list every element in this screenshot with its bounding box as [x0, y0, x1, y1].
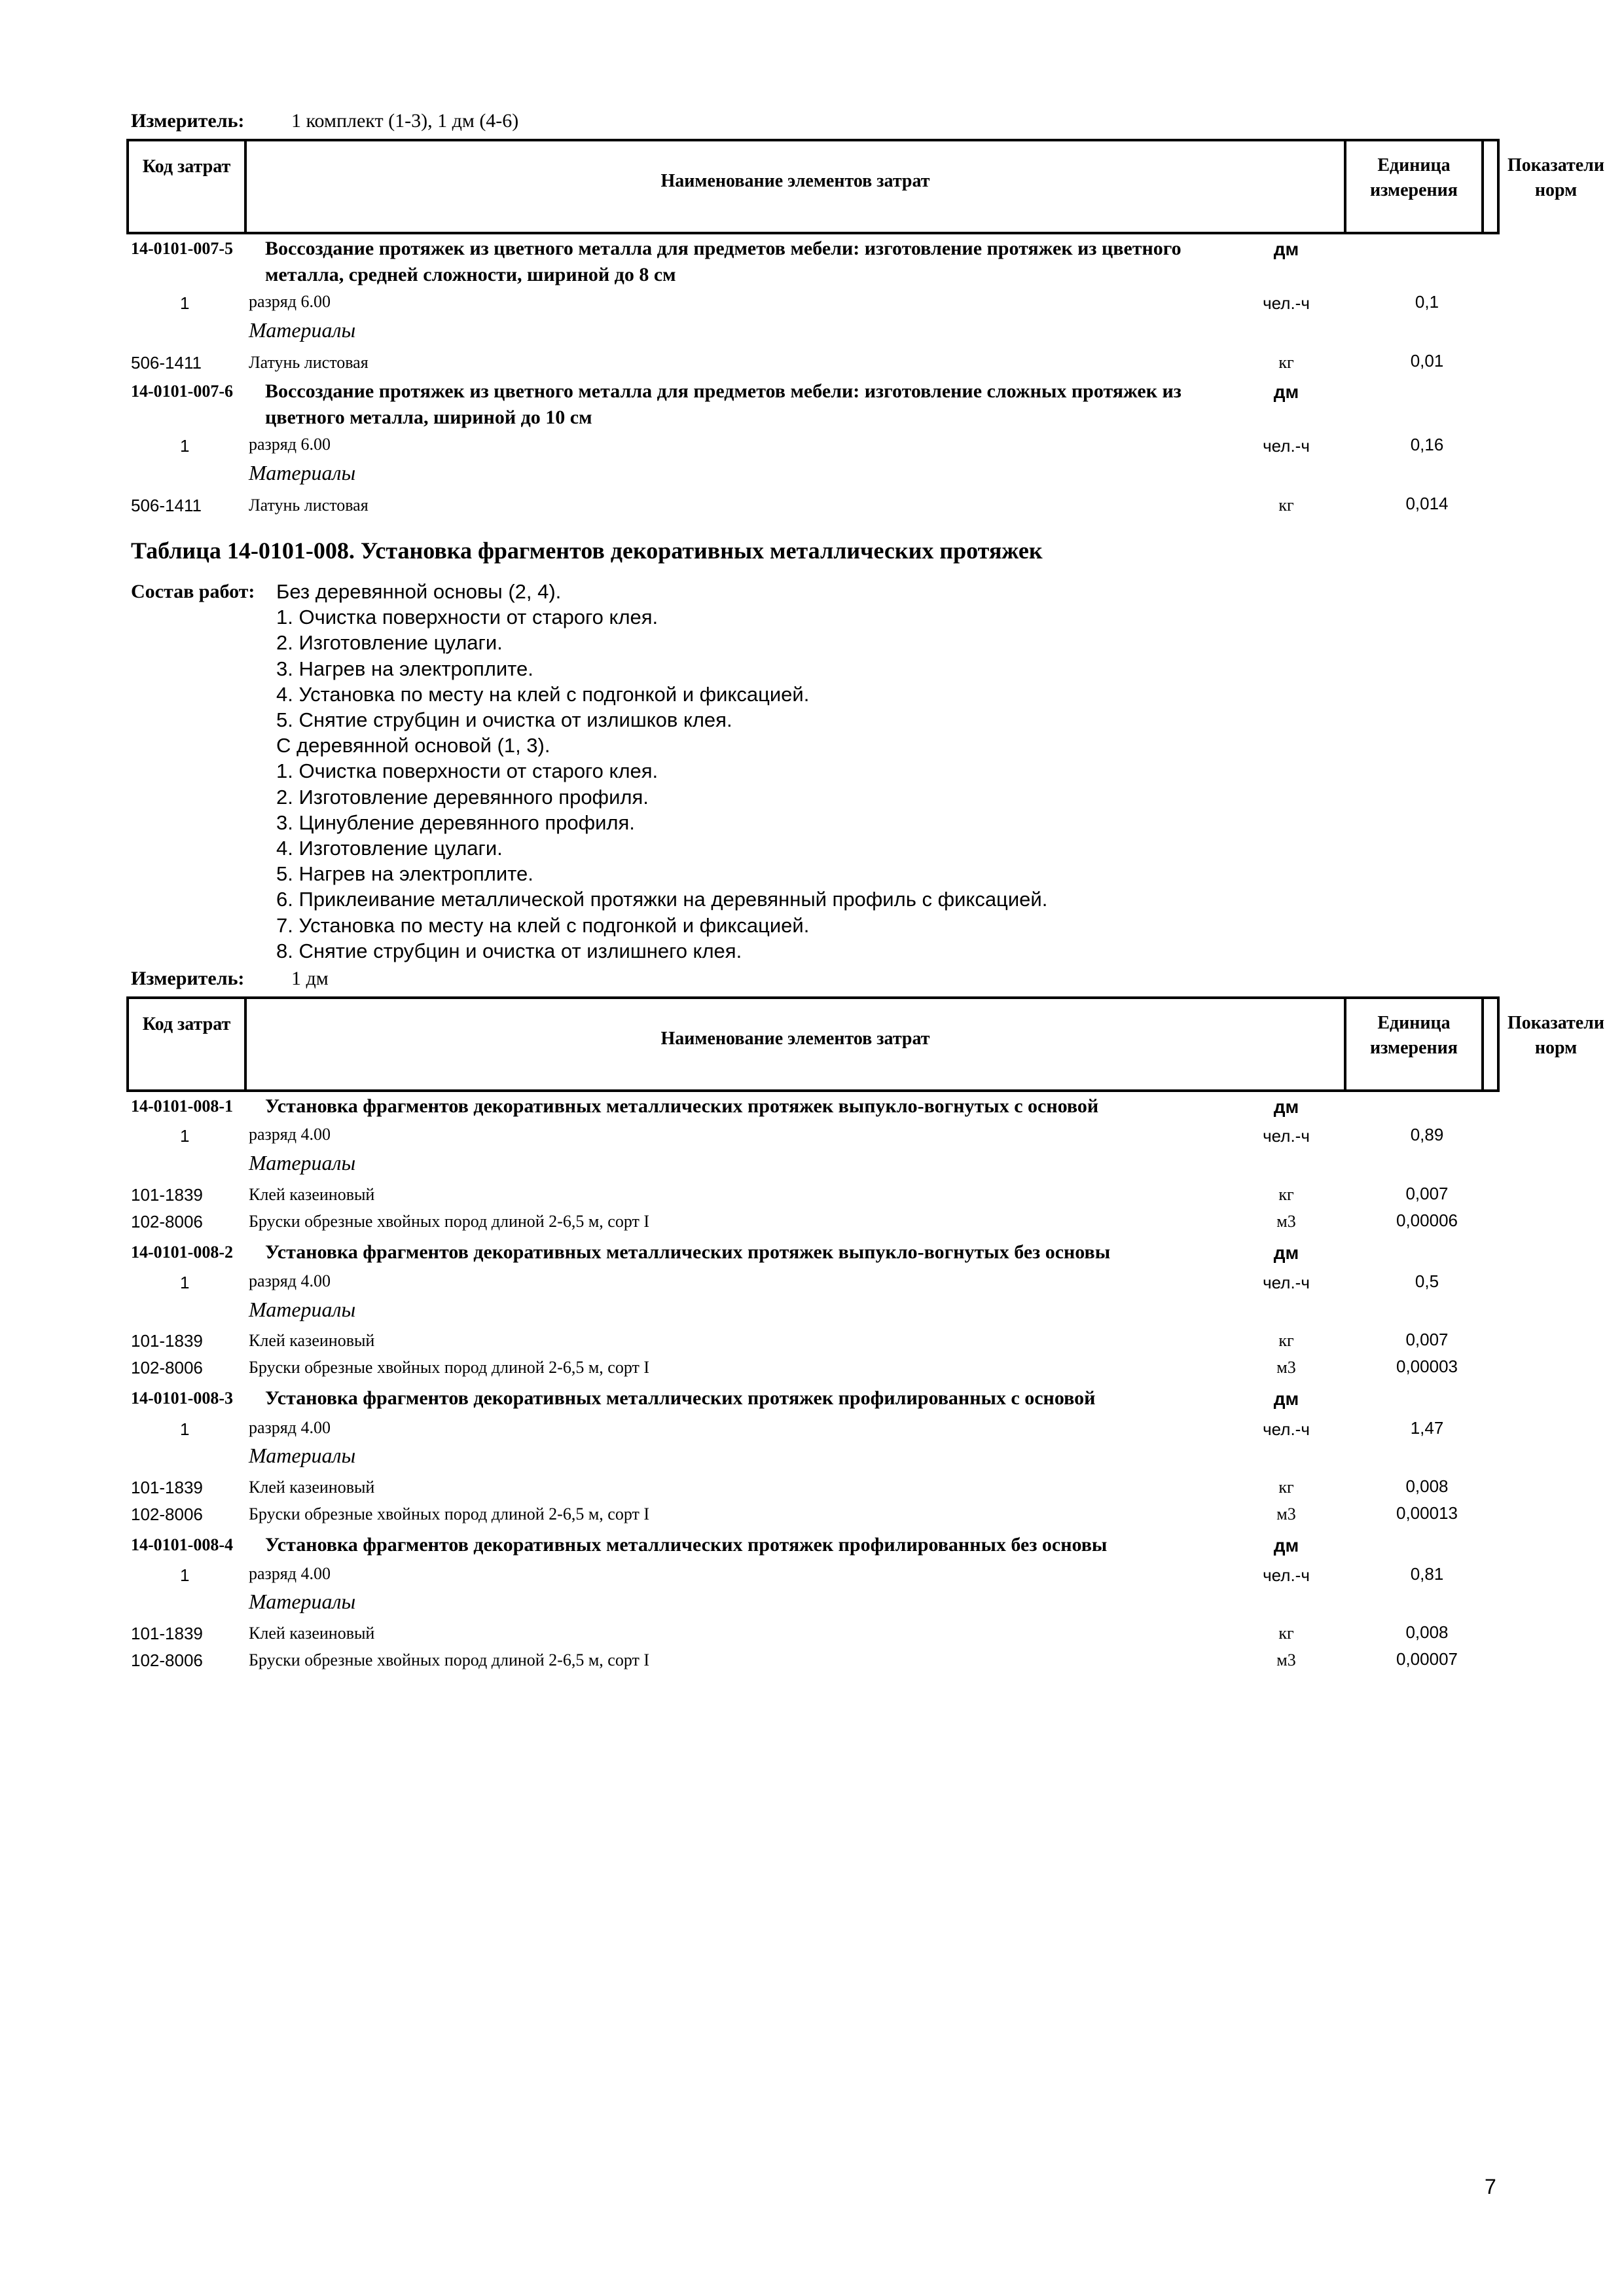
row-value: 0,1: [1415, 292, 1439, 312]
row-code: 14-0101-007-6: [131, 382, 233, 401]
row-name: разряд 4.00: [249, 1125, 331, 1144]
row-unit: дм: [1273, 382, 1299, 402]
header-name: Наименование элементов затрат: [247, 999, 1346, 1089]
row-name: Бруски обрезные хвойных пород длиной 2-6,5 м, сорт I: [249, 1650, 650, 1669]
row-unit: кг: [1278, 1478, 1294, 1497]
row-name: разряд 4.00: [249, 1418, 331, 1437]
measure-value-1: 1 комплект (1-3), 1 дм (4-6): [291, 110, 519, 132]
row-value: 0,008: [1405, 1476, 1449, 1496]
works-item: 3. Нагрев на электроплите.: [276, 657, 533, 680]
works-item: 2. Изготовление цулаги.: [276, 631, 503, 655]
materials-heading: Материалы: [249, 1298, 356, 1321]
row-name: разряд 6.00: [249, 435, 331, 454]
row-code: 101-1839: [131, 1624, 203, 1643]
row-code: 14-0101-008-3: [131, 1389, 233, 1408]
works-item: С деревянной основой (1, 3).: [276, 734, 550, 757]
row-code: 1: [180, 1419, 190, 1439]
row-value: 0,00003: [1396, 1357, 1458, 1376]
row-name: Установка фрагментов декоративных металлических протяжек профилированных с основой: [265, 1387, 1096, 1409]
row-unit: чел.-ч: [1263, 1565, 1310, 1585]
row-name: Клей казеиновый: [249, 1624, 375, 1643]
works-item: 7. Установка по месту на клей с подгонкой и фиксацией.: [276, 913, 810, 937]
table-title: Таблица 14-0101-008. Установка фрагментов декоративных металлических протяжек: [131, 538, 1043, 564]
row-code: 102-8006: [131, 1504, 203, 1524]
works-item: 4. Изготовление цулаги.: [276, 837, 503, 860]
row-unit: м3: [1276, 1212, 1296, 1231]
row-code: 14-0101-008-2: [131, 1243, 233, 1262]
row-value: 0,00013: [1396, 1503, 1458, 1523]
row-code: 1: [180, 293, 190, 313]
table-header-2: [126, 996, 1605, 1092]
row-unit: дм: [1273, 239, 1299, 259]
row-value: 0,16: [1410, 435, 1444, 454]
row-value: 0,5: [1415, 1271, 1439, 1291]
row-unit: кг: [1278, 496, 1294, 515]
row-unit: чел.-ч: [1263, 1419, 1310, 1439]
row-name: Латунь листовая: [249, 353, 369, 372]
works-list: [276, 579, 1047, 964]
row-unit: чел.-ч: [1263, 436, 1310, 456]
row-name: Бруски обрезные хвойных пород длиной 2-6,5 м, сорт I: [249, 1504, 650, 1523]
row-code: 1: [180, 436, 190, 456]
row-name: разряд 6.00: [249, 292, 331, 311]
row-unit: дм: [1273, 1097, 1299, 1117]
row-value: 0,008: [1405, 1622, 1449, 1642]
row-name: Клей казеиновый: [249, 1478, 375, 1497]
row-code: 14-0101-008-4: [131, 1535, 233, 1554]
row-unit: чел.-ч: [1263, 1273, 1310, 1292]
row-value: 0,00006: [1396, 1211, 1458, 1230]
works-item: Без деревянной основы (2, 4).: [276, 580, 562, 603]
header-norm: Показатели норм: [1507, 155, 1605, 200]
row-code: 101-1839: [131, 1185, 203, 1205]
row-name: Установка фрагментов декоративных металлических протяжек выпукло-вогнутых без основы: [265, 1241, 1111, 1263]
header-name: Наименование элементов затрат: [247, 141, 1346, 232]
row-unit: чел.-ч: [1263, 1126, 1310, 1146]
row-code: 102-8006: [131, 1212, 203, 1231]
row-name: Бруски обрезные хвойных пород длиной 2-6,5 м, сорт I: [249, 1212, 650, 1231]
row-code: 101-1839: [131, 1478, 203, 1497]
row-name: разряд 4.00: [249, 1564, 331, 1583]
row-unit: м3: [1276, 1358, 1296, 1377]
materials-heading: Материалы: [249, 461, 356, 484]
row-name: Установка фрагментов декоративных металлических протяжек выпукло-вогнутых с основой: [265, 1095, 1099, 1117]
row-unit: кг: [1278, 1185, 1294, 1204]
row-code: 101-1839: [131, 1331, 203, 1351]
row-value: 0,81: [1410, 1564, 1444, 1584]
measure-label-1: Измеритель:: [131, 110, 245, 132]
row-value: 0,007: [1405, 1184, 1449, 1203]
row-unit: кг: [1278, 1624, 1294, 1643]
row-unit: чел.-ч: [1263, 293, 1310, 313]
materials-heading: Материалы: [249, 1151, 356, 1175]
row-unit: м3: [1276, 1504, 1296, 1523]
works-item: 4. Установка по месту на клей с подгонкой и фиксацией.: [276, 682, 810, 706]
row-value: 0,014: [1405, 494, 1449, 513]
row-value: 0,89: [1410, 1125, 1444, 1144]
row-name: Воссоздание протяжек из цветного металла для предметов мебели: изготовление протяжек из цветного металла, средней сложности, шириной до 8 см: [265, 238, 1182, 285]
row-code: 506-1411: [131, 353, 202, 373]
row-code: 14-0101-007-5: [131, 239, 233, 258]
row-code: 506-1411: [131, 496, 202, 515]
header-unit: Единица измерения: [1346, 999, 1484, 1089]
table-header-1: [126, 139, 1605, 234]
works-item: 2. Изготовление деревянного профиля.: [276, 785, 649, 809]
row-unit: дм: [1273, 1535, 1299, 1556]
row-value: 1,47: [1410, 1418, 1444, 1438]
row-code: 1: [180, 1565, 190, 1585]
row-unit: кг: [1278, 1331, 1294, 1350]
row-code: 1: [180, 1273, 190, 1292]
row-value: 0,00007: [1396, 1649, 1458, 1669]
row-name: разряд 4.00: [249, 1271, 331, 1290]
header-code: Код затрат: [129, 999, 247, 1089]
works-item: 5. Нагрев на электроплите.: [276, 862, 533, 886]
header-code: Код затрат: [129, 141, 247, 232]
row-unit: кг: [1278, 353, 1294, 372]
works-label: Состав работ:: [131, 581, 255, 602]
row-unit: дм: [1273, 1389, 1299, 1409]
row-name: Латунь листовая: [249, 496, 369, 515]
works-item: 8. Снятие струбцин и очистка от излишнего клея.: [276, 939, 742, 962]
row-name: Клей казеиновый: [249, 1185, 375, 1204]
row-unit: м3: [1276, 1650, 1296, 1669]
works-item: 1. Очистка поверхности от старого клея.: [276, 606, 659, 629]
row-code: 102-8006: [131, 1650, 203, 1670]
page-number: 7: [1485, 2175, 1496, 2198]
row-code: 102-8006: [131, 1358, 203, 1377]
materials-heading: Материалы: [249, 318, 356, 342]
row-name: Воссоздание протяжек из цветного металла для предметов мебели: изготовление сложных протяжек из цветного металла, шириной до 10 см: [265, 380, 1182, 428]
materials-heading: Материалы: [249, 1444, 356, 1467]
row-name: Бруски обрезные хвойных пород длиной 2-6,5 м, сорт I: [249, 1358, 650, 1377]
measure-value-2: 1 дм: [291, 968, 329, 989]
header-norm: Показатели норм: [1507, 1013, 1605, 1058]
row-code: 14-0101-008-1: [131, 1097, 233, 1116]
works-item: 6. Приклеивание металлической протяжки на деревянный профиль с фиксацией.: [276, 888, 1048, 911]
measure-label-2: Измеритель:: [131, 968, 245, 989]
materials-heading: Материалы: [249, 1590, 356, 1613]
works-item: 5. Снятие струбцин и очистка от излишков клея.: [276, 708, 732, 732]
row-unit: дм: [1273, 1243, 1299, 1263]
row-value: 0,007: [1405, 1330, 1449, 1349]
works-item: 3. Цинубление деревянного профиля.: [276, 811, 635, 834]
header-unit: Единица измерения: [1346, 141, 1484, 232]
row-code: 1: [180, 1126, 190, 1146]
row-name: Клей казеиновый: [249, 1331, 375, 1350]
works-item: 1. Очистка поверхности от старого клея.: [276, 759, 659, 783]
row-name: Установка фрагментов декоративных металлических протяжек профилированных без основы: [265, 1534, 1108, 1556]
row-value: 0,01: [1410, 351, 1444, 371]
